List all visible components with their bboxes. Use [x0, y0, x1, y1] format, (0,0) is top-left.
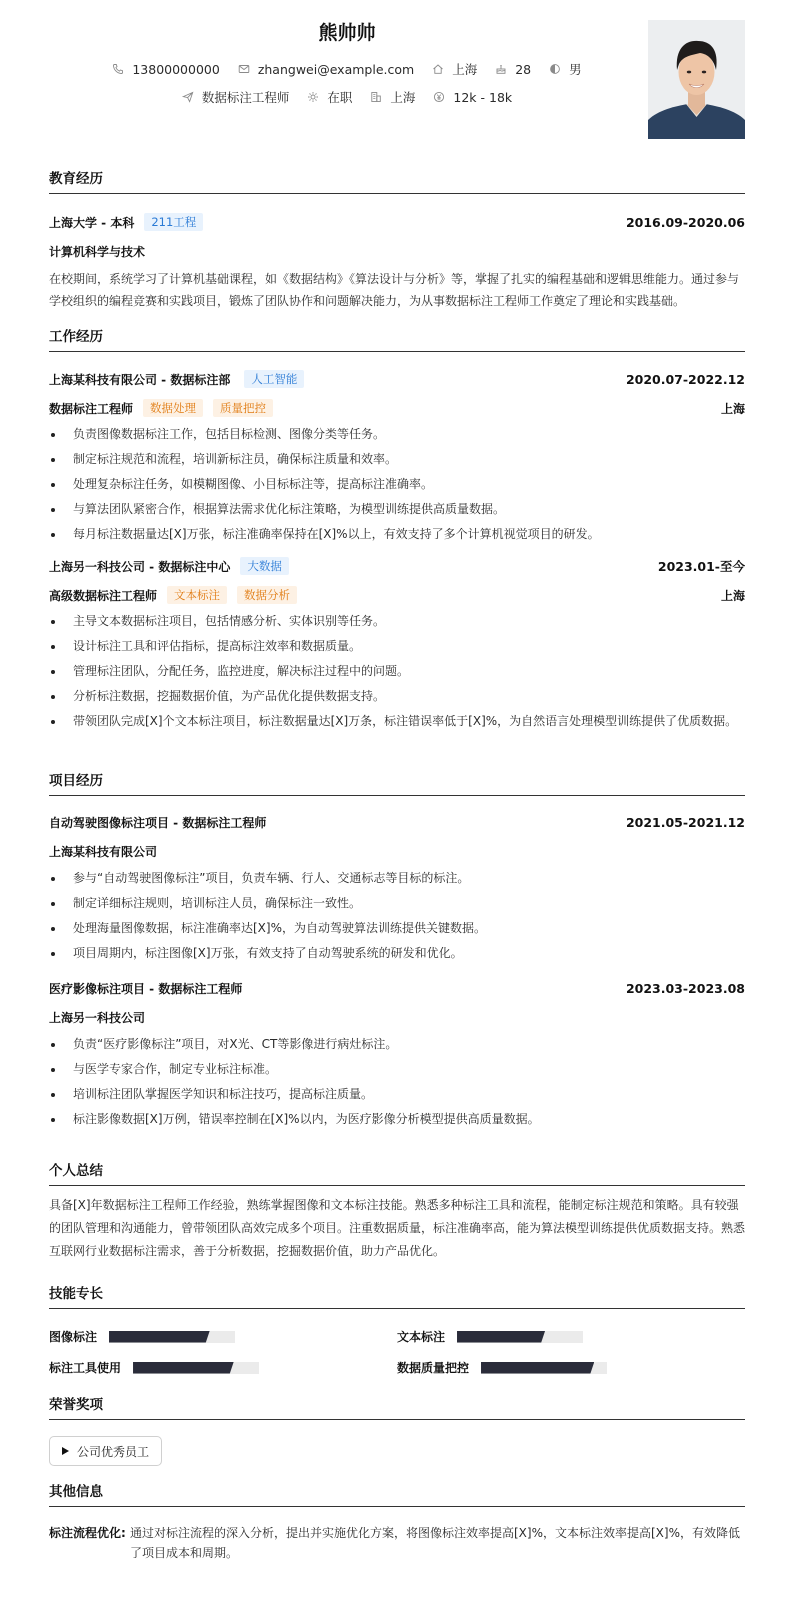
project-date: 2021.05-2021.12 — [625, 815, 745, 830]
project-bullets — [49, 866, 745, 966]
skill-bar-fill — [133, 1362, 234, 1374]
list-item: 标注影像数据[X]万例，错误率控制在[X]%以内，为医疗影像分析模型提供高质量数据。 — [49, 1107, 745, 1132]
education-title: 教育经历 — [49, 167, 745, 194]
phone-item — [112, 62, 219, 77]
honors-list — [49, 1436, 745, 1466]
projects-section — [49, 769, 745, 1132]
other-label: 标注流程优化: — [49, 1526, 126, 1540]
mail-icon — [238, 63, 250, 75]
home-city-text: 上海 — [452, 62, 478, 77]
project-item — [49, 980, 745, 1132]
skill-tag: 文本标注 — [167, 586, 227, 604]
skill-bar-fill — [109, 1331, 210, 1343]
honor-badge — [49, 1436, 162, 1466]
age-item — [495, 62, 531, 77]
list-item: 管理标注团队，分配任务，监控进度，解决标注过程中的问题。 — [49, 659, 745, 684]
contact-row — [49, 60, 645, 78]
project-name: 医疗影像标注项目 - 数据标注工程师 — [49, 982, 243, 996]
list-item: 带领团队完成[X]个文本标注项目，标注数据量达[X]万条，标注错误率低于[X]%，为自然语言处理模型训练提供了优质数据。 — [49, 709, 745, 734]
list-item: 制定标注规范和流程，培训新标注员，确保标注质量和效率。 — [49, 447, 745, 472]
work-header-row — [49, 370, 745, 388]
skill-bar — [481, 1362, 607, 1374]
skill-bar — [133, 1362, 259, 1374]
project-item — [49, 814, 745, 966]
status-icon — [307, 91, 319, 103]
list-item: 项目周期内，标注图像[X]万张，有效支持了自动驾驶系统的研发和优化。 — [49, 941, 745, 966]
list-item: 分析标注数据，挖掘数据价值，为产品优化提供数据支持。 — [49, 684, 745, 709]
other-text: 通过对标注流程的深入分析，提出并实施优化方案，将图像标注效率提高[X]%，文本标注效率提高[X]%，有效降低了项目成本和周期。 — [130, 1526, 740, 1560]
money-icon — [433, 91, 445, 103]
building-icon — [370, 91, 382, 103]
gender-item — [549, 60, 582, 78]
list-item: 参与“自动驾驶图像标注”项目，负责车辆、行人、交通标志等目标的标注。 — [49, 866, 745, 891]
job-target-text: 数据标注工程师 — [201, 90, 290, 105]
skill-tag: 数据分析 — [237, 586, 297, 604]
skill-label: 图像标注 — [49, 1330, 98, 1344]
summary-text: 具备[X]年数据标注工程师工作经验，熟练掌握图像和文本标注技能。熟悉多种标注工具和流程，能制定标注规范和策略。具有较强的团队管理和沟通能力，曾带领团队高效完成多个项目。注重数据质量，标注准确率高，能为算法模型训练提供优质数据支持。熟悉互联网行业数据标注需求，善于分析数据，挖掘数据价值，助力产品优化。 — [49, 1198, 746, 1258]
other-title: 其他信息 — [49, 1480, 745, 1507]
job-role: 数据标注工程师 — [49, 401, 134, 416]
project-company: 上海另一科技公司 — [49, 1011, 146, 1025]
skill-item — [49, 1352, 397, 1383]
salary-text: 12k - 18k — [453, 89, 513, 105]
work-bullets — [49, 609, 745, 734]
project-header-row — [49, 814, 745, 831]
other-row — [49, 1523, 745, 1563]
status-text: 在职 — [327, 90, 353, 105]
industry-tag: 人工智能 — [244, 370, 304, 388]
list-item: 负责“医疗影像标注”项目，对X光、CT等影像进行病灶标注。 — [49, 1032, 745, 1057]
school-name: 上海大学 - 本科 — [49, 215, 135, 230]
work-bullets — [49, 422, 745, 547]
cake-icon — [495, 63, 507, 75]
work-section — [49, 325, 745, 734]
skill-label: 数据质量把控 — [397, 1361, 470, 1375]
email-item — [238, 62, 414, 77]
gender-icon — [549, 63, 561, 75]
work-title: 工作经历 — [49, 325, 745, 352]
honors-section — [49, 1393, 745, 1466]
education-date: 2016.09-2020.06 — [625, 214, 745, 230]
skill-item — [397, 1352, 745, 1383]
education-description: 在校期间，系统学习了计算机基础课程，如《数据结构》《算法设计与分析》等，掌握了扎实的编程基础和逻辑思维能力。通过参与学校组织的编程竞赛和实践项目，锻炼了团队协作和问题解决能力，为从事数据标注工程师工作奠定了理论和实践基础。 — [49, 272, 740, 308]
list-item: 处理海量图像数据，标注准确率达[X]%，为自动驾驶算法训练提供关键数据。 — [49, 916, 745, 941]
project-header-row — [49, 980, 745, 997]
list-item: 负责图像数据标注工作，包括目标检测、图像分类等任务。 — [49, 422, 745, 447]
skill-item — [49, 1321, 397, 1352]
work-item — [49, 370, 745, 547]
skill-tag: 数据处理 — [143, 399, 203, 417]
play-icon — [62, 1447, 69, 1455]
project-company: 上海某科技有限公司 — [49, 845, 158, 859]
skills-grid — [49, 1321, 745, 1383]
home-city-item — [432, 60, 477, 78]
work-date: 2020.07-2022.12 — [625, 371, 745, 387]
home-icon — [432, 63, 444, 75]
work-date: 2023.01-至今 — [657, 559, 745, 574]
profile-photo — [648, 20, 745, 139]
job-city: 上海 — [720, 401, 745, 416]
skill-item — [397, 1321, 745, 1352]
work-city-item — [370, 88, 415, 106]
other-section — [49, 1480, 745, 1563]
salary-item — [433, 90, 512, 105]
project-bullets — [49, 1032, 745, 1132]
projects-title: 项目经历 — [49, 769, 745, 796]
skill-label: 文本标注 — [397, 1330, 446, 1344]
phone-text: 13800000000 — [132, 61, 220, 77]
list-item: 主导文本数据标注项目，包括情感分析、实体识别等任务。 — [49, 609, 745, 634]
list-item: 设计标注工具和评估指标，提高标注效率和数据质量。 — [49, 634, 745, 659]
company-name: 上海另一科技公司 - 数据标注中心 — [49, 559, 231, 574]
honors-title: 荣誉奖项 — [49, 1393, 745, 1420]
major-name: 计算机科学与技术 — [49, 245, 146, 259]
work-header-row — [49, 557, 745, 575]
send-icon — [182, 91, 194, 103]
list-item: 处理复杂标注任务，如模糊图像、小目标标注等，提高标注准确率。 — [49, 472, 745, 497]
work-city-text: 上海 — [390, 90, 416, 105]
skills-section — [49, 1282, 745, 1383]
summary-title: 个人总结 — [49, 1159, 745, 1186]
age-text: 28 — [515, 61, 532, 77]
skill-bar — [109, 1331, 235, 1343]
school-tag: 211工程 — [144, 213, 203, 231]
skills-title: 技能专长 — [49, 1282, 745, 1309]
job-role: 高级数据标注工程师 — [49, 588, 158, 603]
industry-tag: 大数据 — [240, 557, 289, 575]
list-item: 与医学专家合作，制定专业标注标准。 — [49, 1057, 745, 1082]
role-row — [49, 399, 745, 417]
job-target-item — [182, 88, 290, 106]
honor-text: 公司优秀员工 — [77, 1444, 150, 1459]
skill-bar-fill — [457, 1331, 545, 1343]
job-city: 上海 — [720, 588, 745, 603]
summary-section — [49, 1159, 745, 1263]
company-name: 上海某科技有限公司 - 数据标注部 — [49, 372, 231, 387]
list-item: 培训标注团队掌握医学知识和标注技巧，提高标注质量。 — [49, 1082, 745, 1107]
job-intent-row — [49, 88, 645, 106]
skill-tag: 质量把控 — [213, 399, 273, 417]
skill-label: 标注工具使用 — [49, 1361, 122, 1375]
list-item: 每月标注数据量达[X]万张，标注准确率保持在[X]%以上，有效支持了多个计算机视觉项目的研发。 — [49, 522, 745, 547]
resume-header — [49, 0, 745, 160]
education-header-row — [49, 213, 745, 231]
list-item: 制定详细标注规则，培训标注人员，确保标注一致性。 — [49, 891, 745, 916]
project-date: 2023.03-2023.08 — [625, 981, 745, 996]
email-text: zhangwei@example.com — [257, 61, 415, 77]
list-item: 与算法团队紧密合作，根据算法需求优化标注策略，为模型训练提供高质量数据。 — [49, 497, 745, 522]
skill-bar-fill — [481, 1362, 594, 1374]
skill-bar — [457, 1331, 583, 1343]
role-row — [49, 586, 745, 604]
status-item — [307, 88, 352, 106]
project-name: 自动驾驶图像标注项目 - 数据标注工程师 — [49, 816, 267, 830]
candidate-name: 熊帅帅 — [318, 22, 376, 44]
phone-icon — [112, 63, 124, 75]
gender-text: 男 — [569, 62, 582, 77]
work-item — [49, 557, 745, 734]
education-section — [49, 167, 745, 312]
